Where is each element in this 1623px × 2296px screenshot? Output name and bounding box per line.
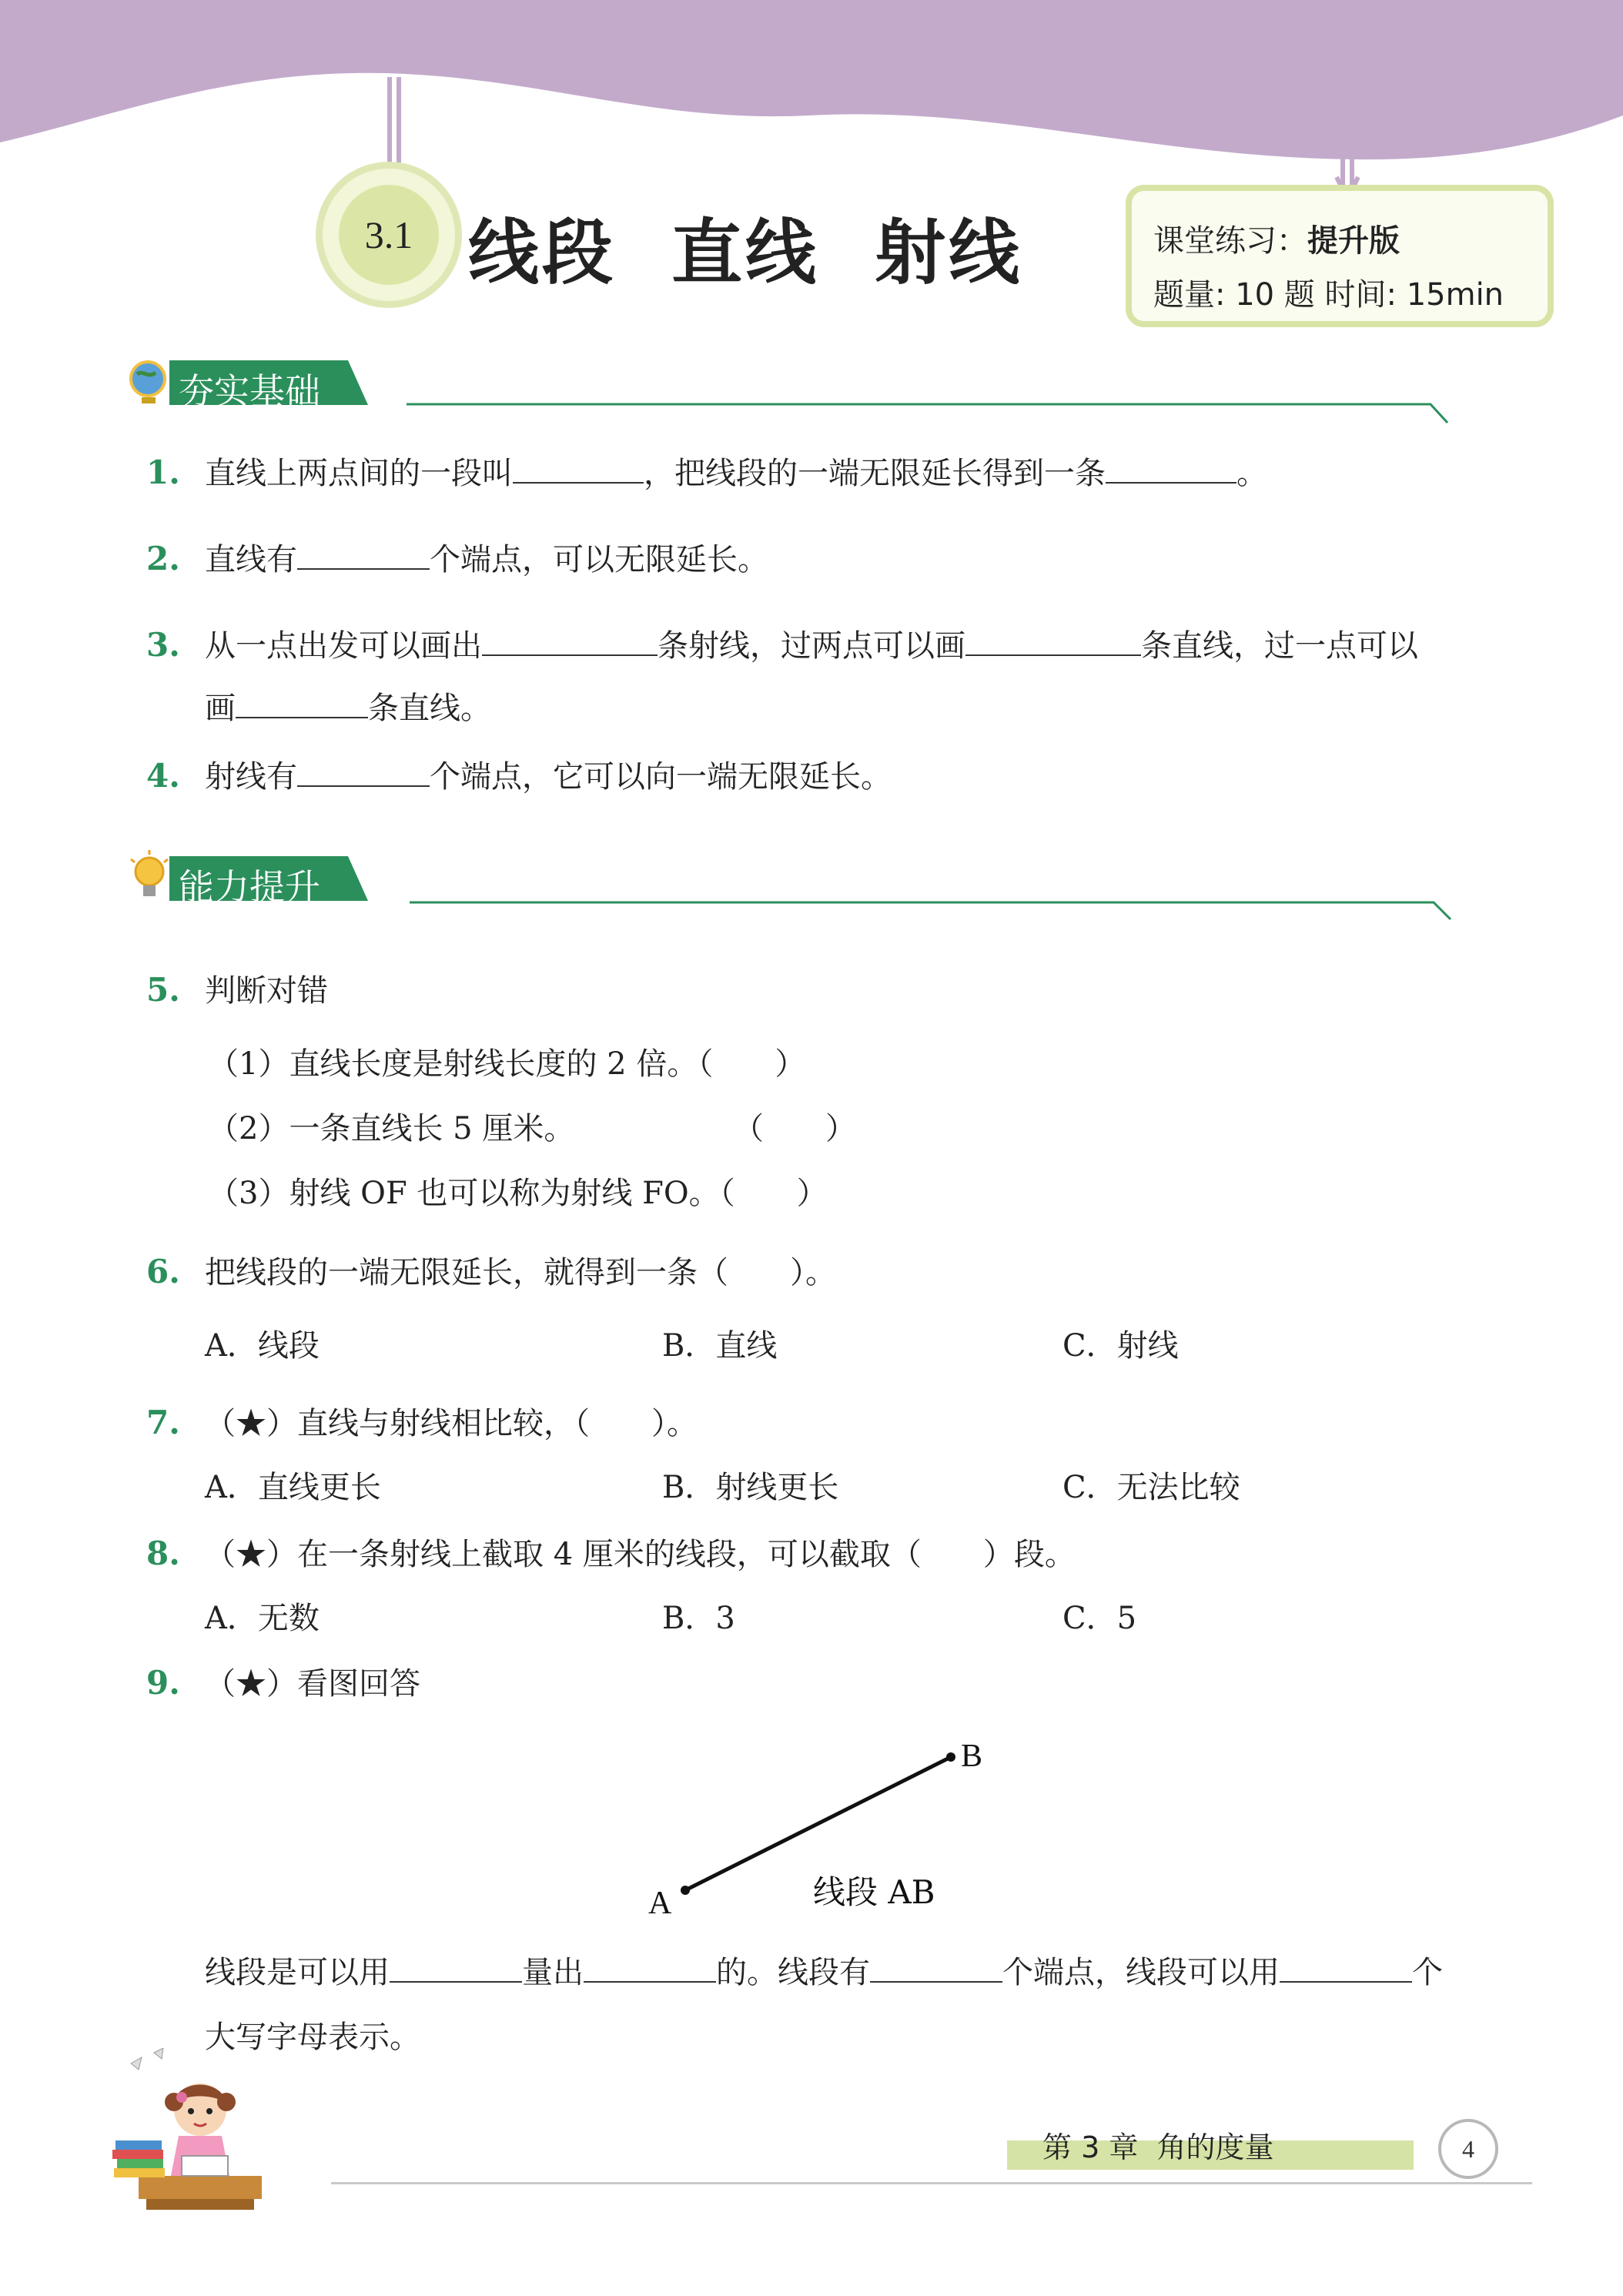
question-text: 个端点，它可以向一端无限延长。 bbox=[430, 759, 892, 795]
question-text: 判断对错 bbox=[205, 973, 328, 1009]
answer-blank[interactable] bbox=[297, 755, 430, 787]
question-text: 个 bbox=[1412, 1955, 1443, 1990]
question-text: 条直线。 bbox=[368, 691, 491, 726]
section-title-advanced: 能力提升 bbox=[179, 866, 320, 908]
question-number: 4. bbox=[146, 757, 180, 795]
question-text: 。 bbox=[1236, 456, 1267, 491]
practice-info: 题量: 10 题 时间: 15min bbox=[1153, 277, 1504, 313]
question-text: （★）直线与射线相比较，（ ）。 bbox=[205, 1406, 698, 1441]
option-c[interactable]: C．射线 bbox=[1062, 1328, 1179, 1364]
question-text: 画 bbox=[205, 691, 236, 726]
option-b[interactable]: B．直线 bbox=[662, 1328, 778, 1364]
judgment-item-2: （2）一条直线长 5 厘米。 bbox=[208, 1111, 575, 1146]
question-text: 从一点出发可以画出 bbox=[205, 628, 482, 664]
question-number: 7. bbox=[146, 1404, 180, 1441]
answer-blank[interactable] bbox=[513, 451, 644, 484]
section-banner-basic bbox=[123, 360, 370, 412]
question-text: 条射线，过两点可以画 bbox=[658, 628, 965, 664]
section-divider-advanced bbox=[410, 895, 1457, 925]
question-3-continued bbox=[205, 685, 491, 731]
question-text: 个端点，可以无限延长。 bbox=[430, 542, 768, 577]
question-4 bbox=[146, 753, 892, 800]
answer-blank[interactable] bbox=[1106, 451, 1236, 484]
question-number: 6. bbox=[146, 1253, 180, 1290]
question-text: 的。线段有 bbox=[716, 1955, 870, 1990]
question-6 bbox=[146, 1249, 836, 1296]
option-b[interactable]: B．射线更长 bbox=[662, 1470, 839, 1505]
question-text: 条直线，过一点可以 bbox=[1141, 628, 1418, 664]
question-number: 8. bbox=[146, 1535, 180, 1572]
question-number: 1. bbox=[146, 454, 180, 491]
answer-blank[interactable] bbox=[965, 624, 1141, 656]
question-9 bbox=[146, 1660, 420, 1707]
practice-level: 提升版 bbox=[1307, 223, 1400, 259]
question-text: 量出 bbox=[522, 1955, 584, 1990]
figure-caption: 线段 AB bbox=[813, 1873, 935, 1911]
section-banner-advanced bbox=[123, 856, 370, 908]
answer-blank[interactable] bbox=[1280, 1950, 1412, 1983]
option-a[interactable]: A．线段 bbox=[205, 1328, 320, 1364]
option-a[interactable]: A．直线更长 bbox=[205, 1470, 381, 1505]
question-text: 线段是可以用 bbox=[205, 1955, 390, 1990]
option-c[interactable]: C．5 bbox=[1062, 1601, 1137, 1636]
question-8 bbox=[146, 1531, 1076, 1578]
question-2 bbox=[146, 536, 768, 583]
segment-ab-line bbox=[685, 1757, 951, 1890]
question-text: 把线段的一端无限延长，就得到一条（ ）。 bbox=[205, 1255, 836, 1290]
chapter-title: 第 3 章 角的度量 bbox=[1042, 2130, 1274, 2164]
question-text: ，把线段的一端无限延长得到一条 bbox=[644, 456, 1106, 491]
point-a-label: A bbox=[648, 1886, 672, 1921]
answer-blank[interactable] bbox=[297, 537, 430, 570]
question-number: 9. bbox=[146, 1664, 180, 1702]
point-a-dot bbox=[681, 1886, 690, 1895]
point-b-dot bbox=[946, 1752, 955, 1762]
section-divider-basic bbox=[407, 397, 1454, 427]
section-number-badge bbox=[316, 162, 462, 308]
practice-label: 课堂练习： bbox=[1153, 223, 1307, 259]
answer-blank[interactable] bbox=[870, 1950, 1002, 1983]
answer-blank[interactable] bbox=[236, 686, 368, 718]
practice-info-box bbox=[1126, 185, 1554, 327]
question-number: 5. bbox=[146, 971, 180, 1009]
answer-blank[interactable] bbox=[390, 1950, 522, 1983]
answer-blank[interactable] bbox=[584, 1950, 716, 1983]
page-title: 线段 直线 射线 bbox=[468, 212, 1023, 294]
question-3 bbox=[146, 622, 1418, 669]
lightbulb-icon bbox=[126, 850, 180, 904]
question-number: 2. bbox=[146, 540, 180, 577]
globe-icon bbox=[123, 356, 177, 410]
section-number: 3.1 bbox=[339, 185, 439, 285]
judgment-item-3: （3）射线 OF 也可以称为射线 FO。（ ） bbox=[208, 1176, 828, 1211]
answer-blank[interactable] bbox=[482, 624, 658, 656]
footer-rule bbox=[331, 2182, 1532, 2184]
judgment-item-1: （1）直线长度是射线长度的 2 倍。（ ） bbox=[208, 1046, 806, 1082]
segment-ab-figure bbox=[631, 1725, 1032, 1925]
option-c[interactable]: C．无法比较 bbox=[1062, 1470, 1240, 1505]
student-illustration bbox=[108, 2048, 331, 2217]
question-text: （★）看图回答 bbox=[205, 1666, 420, 1702]
option-a[interactable]: A．无数 bbox=[205, 1601, 320, 1636]
header-wave bbox=[0, 0, 1623, 185]
page-number: 4 bbox=[1438, 2119, 1498, 2179]
question-7 bbox=[146, 1400, 698, 1447]
point-b-label: B bbox=[961, 1739, 983, 1774]
question-9-fill-in-continued: 大写字母表示。 bbox=[205, 2020, 420, 2055]
question-text: 直线有 bbox=[205, 542, 297, 577]
question-9-fill-in bbox=[205, 1950, 1443, 1996]
judgment-answer-paren[interactable]: （ ） bbox=[733, 1111, 856, 1146]
question-1 bbox=[146, 450, 1267, 497]
question-text: 直线上两点间的一段叫 bbox=[205, 456, 513, 491]
question-number: 3. bbox=[146, 626, 180, 664]
question-5 bbox=[146, 967, 328, 1014]
question-text: 个端点，线段可以用 bbox=[1002, 1955, 1280, 1990]
question-text: （★）在一条射线上截取 4 厘米的线段，可以截取（ ）段。 bbox=[205, 1537, 1076, 1572]
section-title-basic: 夯实基础 bbox=[179, 370, 320, 412]
option-b[interactable]: B．3 bbox=[662, 1601, 735, 1636]
question-text: 射线有 bbox=[205, 759, 297, 795]
